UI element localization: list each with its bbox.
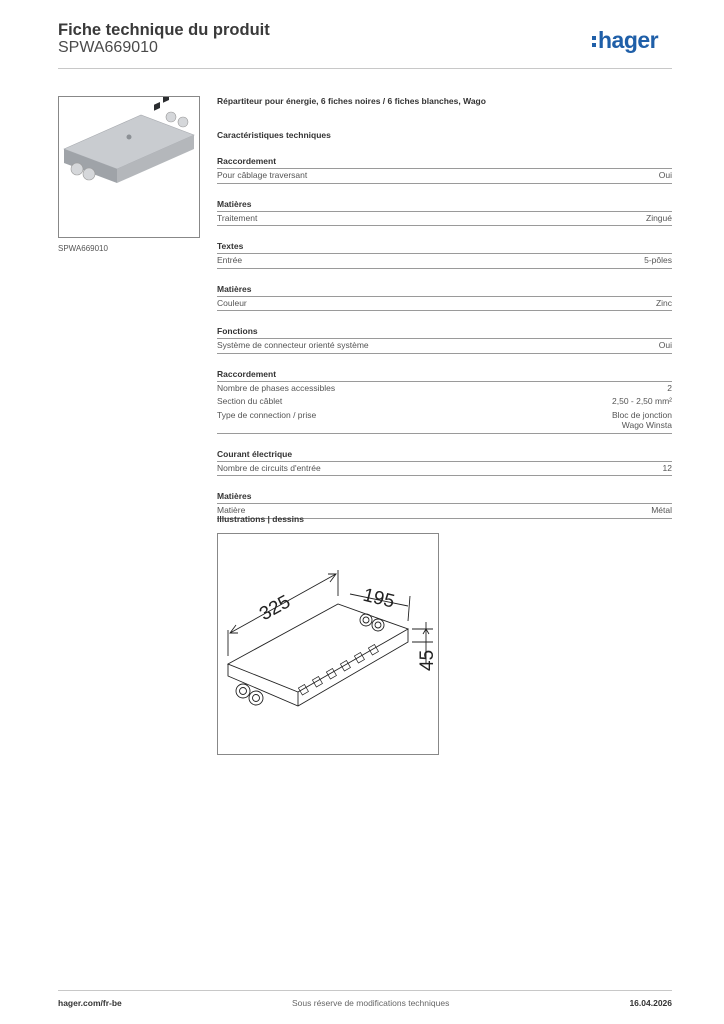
spec-row — [217, 169, 672, 184]
spec-value: Métal — [651, 505, 672, 515]
dim-length-label: 325 — [256, 591, 295, 626]
page-title: Fiche technique du produit — [58, 21, 270, 39]
spec-row — [217, 382, 672, 396]
spec-group-title: Raccordement — [217, 156, 672, 169]
illustrations-heading: Illustrations | dessins — [217, 514, 304, 524]
spec-group-title: Matières — [217, 491, 672, 504]
spec-row — [217, 462, 672, 477]
spec-label: Type de connection / prise — [217, 409, 317, 420]
spec-row — [217, 254, 672, 269]
spec-label: Section du câblet — [217, 396, 283, 406]
spec-group-title: Raccordement — [217, 369, 672, 382]
spec-label: Matière — [217, 505, 246, 515]
hager-logo — [592, 27, 658, 54]
spec-row — [217, 297, 672, 312]
spec-value-line1: Bloc de jonction — [611, 409, 672, 420]
spec-label: Système de connecteur orienté système — [217, 340, 369, 350]
spec-group — [217, 449, 672, 477]
product-photo — [58, 96, 200, 238]
dim-height-label: 45 — [417, 649, 438, 671]
specs-section — [217, 96, 672, 519]
spec-group-title: Fonctions — [217, 326, 672, 339]
product-reference: SPWA669010 — [58, 39, 158, 56]
spec-value: 5-pôles — [644, 255, 672, 265]
product-photo-image — [59, 97, 199, 237]
header-divider — [58, 68, 672, 69]
photo-caption: SPWA669010 — [58, 244, 108, 253]
spec-label: Nombre de phases accessibles — [217, 382, 336, 393]
product-description: Répartiteur pour énergie, 6 fiches noires / 6 fiches blanches, Wago — [217, 96, 486, 106]
spec-group-title: Textes — [217, 241, 672, 254]
spec-value-line2: Wago Winsta — [621, 420, 672, 430]
spec-value: 12 — [662, 462, 672, 473]
spec-group — [217, 369, 672, 434]
spec-value: 2,50 - 2,50 mm² — [612, 396, 672, 406]
spec-group — [217, 326, 672, 354]
logo-dots-icon — [592, 36, 596, 47]
spec-value: Oui — [658, 170, 672, 180]
spec-value — [612, 410, 672, 431]
spec-row — [217, 409, 672, 434]
footer-date: 16.04.2026 — [629, 998, 672, 1008]
logo-text: hager — [598, 27, 659, 53]
spec-value: 2 — [667, 382, 672, 393]
footer-note: Sous réserve de modifications techniques — [292, 998, 450, 1008]
spec-value: Zinc — [655, 297, 672, 308]
spec-value: Oui — [658, 340, 672, 350]
footer-website-link[interactable]: hager.com/fr-be — [58, 998, 122, 1008]
spec-row — [217, 339, 672, 354]
spec-row — [217, 212, 672, 227]
dimension-drawing — [217, 533, 439, 755]
dimension-drawing-image — [218, 534, 438, 754]
spec-label: Couleur — [217, 297, 247, 308]
specs-heading: Caractéristiques techniques — [217, 130, 331, 140]
spec-group — [217, 156, 672, 184]
spec-value: Zingué — [646, 212, 672, 223]
footer-divider — [58, 990, 672, 991]
spec-label: Entrée — [217, 255, 243, 265]
spec-group-title: Courant électrique — [217, 449, 672, 462]
spec-group-title: Matières — [217, 199, 672, 212]
spec-row — [217, 395, 672, 409]
spec-group — [217, 241, 672, 269]
spec-group-title: Matières — [217, 284, 672, 297]
spec-group — [217, 284, 672, 312]
spec-label: Nombre de circuits d'entrée — [217, 462, 321, 473]
spec-label: Pour câblage traversant — [217, 170, 308, 180]
dim-width-label: 195 — [360, 584, 397, 613]
spec-group — [217, 199, 672, 227]
spec-label: Traitement — [217, 212, 258, 223]
